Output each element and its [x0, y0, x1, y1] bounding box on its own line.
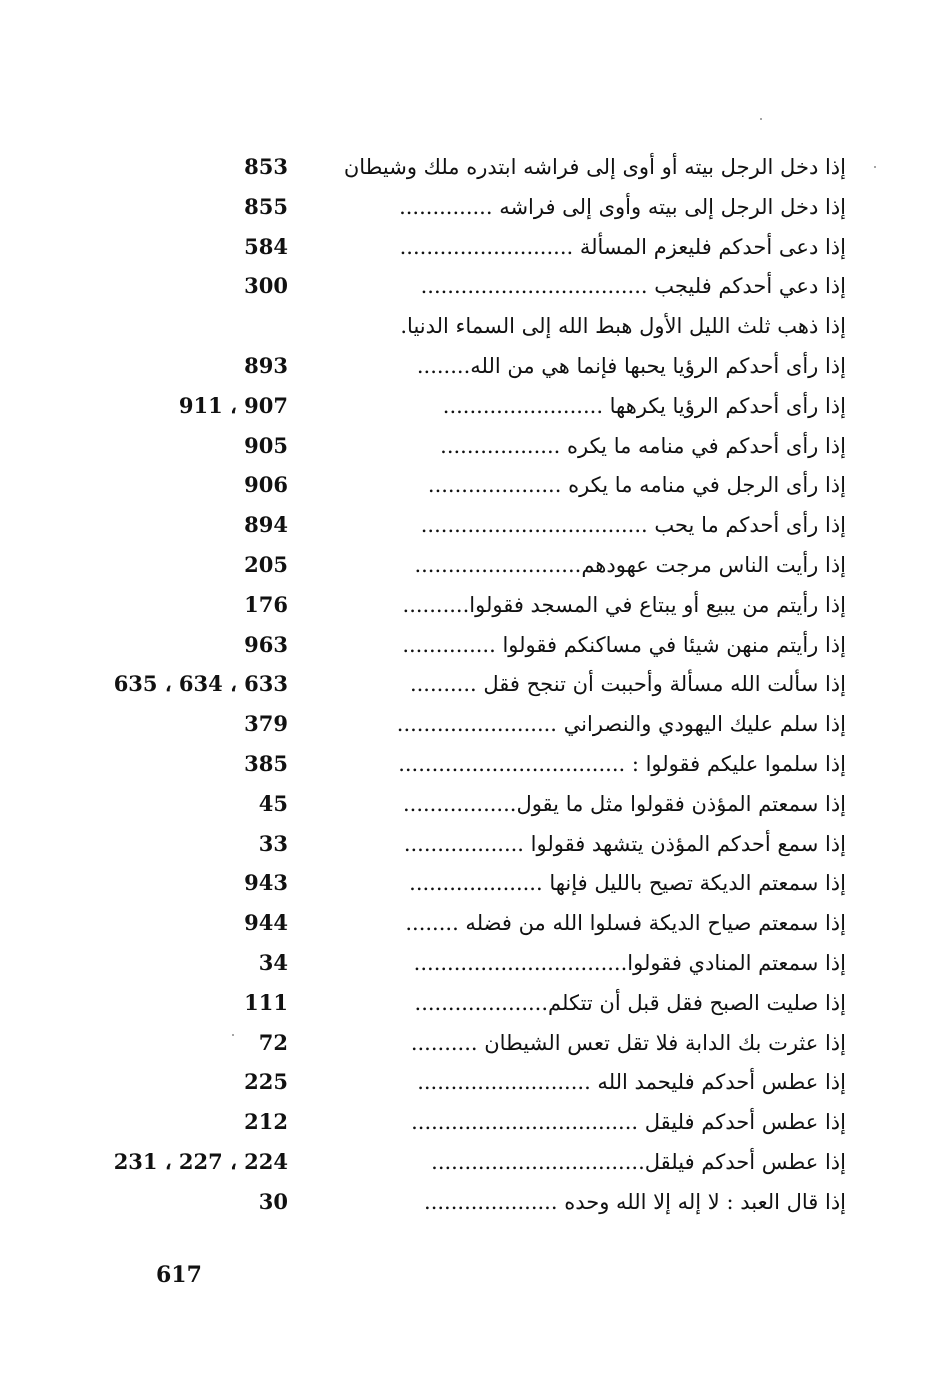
entry-text: إذا دعي أحدكم فليجب ..................................	[420, 274, 846, 299]
entry-text: إذا رأى الرجل في منامه ما يكره ....................	[427, 473, 846, 498]
entry-text: إذا سلم عليك اليهودي والنصراني ........................	[396, 712, 846, 737]
index-entry	[0, 705, 934, 745]
index-entry	[0, 864, 934, 904]
entry-page-refs: 30	[258, 1188, 288, 1214]
entry-text: إذا رأى أحدكم في منامه ما يكره ..................	[440, 433, 846, 458]
hadith-index-list	[0, 148, 934, 1223]
entry-page-refs: 385	[244, 750, 288, 776]
entry-text: إذا سمعتم المؤذن فقولوا مثل ما يقول.................	[402, 791, 846, 816]
index-entry	[0, 1183, 934, 1223]
entry-page-refs: 944	[244, 910, 288, 936]
entry-text: إذا سألت الله مسألة وأحببت أن تنجح فقل ..........	[409, 672, 846, 697]
index-entry	[0, 148, 934, 188]
entry-page-refs: 111	[244, 989, 288, 1015]
entry-page-refs: 212	[244, 1109, 288, 1135]
entry-page-refs: 635 ، 634 ، 633	[113, 671, 288, 697]
entry-text: إذا صليت الصبح فقل قبل أن تتكلم....................	[414, 990, 846, 1015]
entry-text: إذا دعى أحدكم فليعزم المسألة ..........................	[399, 234, 846, 259]
index-entry	[0, 944, 934, 984]
entry-text: إذا رأى أحدكم ما يحب ..................................	[420, 513, 846, 538]
entry-page-refs: 379	[244, 711, 288, 737]
entry-page-refs: 943	[244, 870, 288, 896]
entry-page-refs: 300	[244, 273, 288, 299]
page-number: 617	[156, 1262, 202, 1288]
entry-page-refs: 905	[244, 432, 288, 458]
entry-text: إذا عثرت بك الدابة فلا تقل تعس الشيطان ..........	[410, 1030, 846, 1055]
entry-page-refs: 231 ، 227 ، 224	[113, 1148, 288, 1174]
entry-page-refs: 34	[258, 949, 288, 975]
entry-page-refs: 225	[244, 1069, 288, 1095]
entry-page-refs: 911 ، 907	[178, 392, 288, 418]
index-entry	[0, 665, 934, 705]
entry-text: إذا ذهب ثلث الليل الأول هبط الله إلى السماء الدنيا.	[400, 314, 846, 339]
index-entry	[0, 745, 934, 785]
entry-page-refs: 33	[258, 830, 288, 856]
index-entry	[0, 546, 934, 586]
index-entry	[0, 347, 934, 387]
entry-page-refs: 205	[244, 551, 288, 577]
entry-text: إذا رأيتم من يبيع أو يبتاع في المسجد فقولوا..........	[402, 592, 846, 617]
entry-page-refs: 893	[244, 352, 288, 378]
entry-text: إذا رأيت الناس مرجت عهودهم.........................	[414, 552, 846, 577]
index-entry	[0, 228, 934, 268]
entry-text: إذا رأيتم منهن شيئا في مساكنكم فقولوا ..............	[402, 632, 846, 657]
index-entry	[0, 785, 934, 825]
entry-text: إذا دخل الرجل إلى بيته وأوى إلى فراشه ..............	[399, 194, 846, 219]
entry-page-refs: 853	[244, 154, 288, 179]
index-entry	[0, 427, 934, 467]
index-entry	[0, 267, 934, 307]
scan-speck	[232, 1034, 234, 1036]
index-entry	[0, 1103, 934, 1143]
index-entry	[0, 188, 934, 228]
index-entry	[0, 984, 934, 1024]
entry-text: إذا سلموا عليكم فقولوا : ..................................	[398, 751, 846, 776]
entry-page-refs: 906	[244, 472, 288, 498]
index-entry	[0, 1063, 934, 1103]
index-entry	[0, 466, 934, 506]
index-entry	[0, 586, 934, 626]
entry-text: إذا سمعتم صياح الديكة فسلوا الله من فضله ........	[405, 911, 846, 936]
index-entry	[0, 1024, 934, 1064]
entry-text: إذا دخل الرجل بيته أو أوى إلى فراشه ابتدره ملك وشيطان	[343, 155, 846, 179]
entry-text: إذا سمع أحدكم المؤذن يتشهد فقولوا ..................	[403, 831, 846, 856]
entry-text: إذا سمعتم الديكة تصيح بالليل فإنها ....................	[409, 871, 846, 896]
index-entry	[0, 626, 934, 666]
entry-page-refs: 72	[258, 1029, 288, 1055]
entry-text: إذا عطس أحدكم فليحمد الله ..........................	[417, 1070, 846, 1095]
entry-page-refs: 894	[244, 512, 288, 538]
entry-text: إذا عطس أحدكم فيلقل................................	[431, 1149, 846, 1174]
scan-speck	[760, 118, 762, 120]
index-entry	[0, 307, 934, 347]
entry-text: إذا رأى أحدكم الرؤيا يكرهها ........................	[442, 393, 846, 418]
index-entry	[0, 825, 934, 865]
entry-text: إذا رأى أحدكم الرؤيا يحبها فإنما هي من الله........	[416, 353, 846, 378]
index-entry	[0, 506, 934, 546]
entry-text: إذا عطس أحدكم فليقل ..................................	[411, 1110, 846, 1135]
entry-page-refs: 963	[244, 631, 288, 657]
index-entry	[0, 1143, 934, 1183]
entry-page-refs: 45	[258, 790, 288, 816]
entry-page-refs: 176	[244, 591, 288, 617]
entry-page-refs: 584	[244, 233, 288, 259]
entry-text: إذا سمعتم المنادي فقولوا................................	[413, 950, 846, 975]
scan-speck	[874, 166, 876, 168]
index-entry	[0, 387, 934, 427]
index-entry	[0, 904, 934, 944]
entry-page-refs: 855	[244, 193, 288, 219]
entry-text: إذا قال العبد : لا إله إلا الله وحده ....................	[424, 1189, 846, 1214]
